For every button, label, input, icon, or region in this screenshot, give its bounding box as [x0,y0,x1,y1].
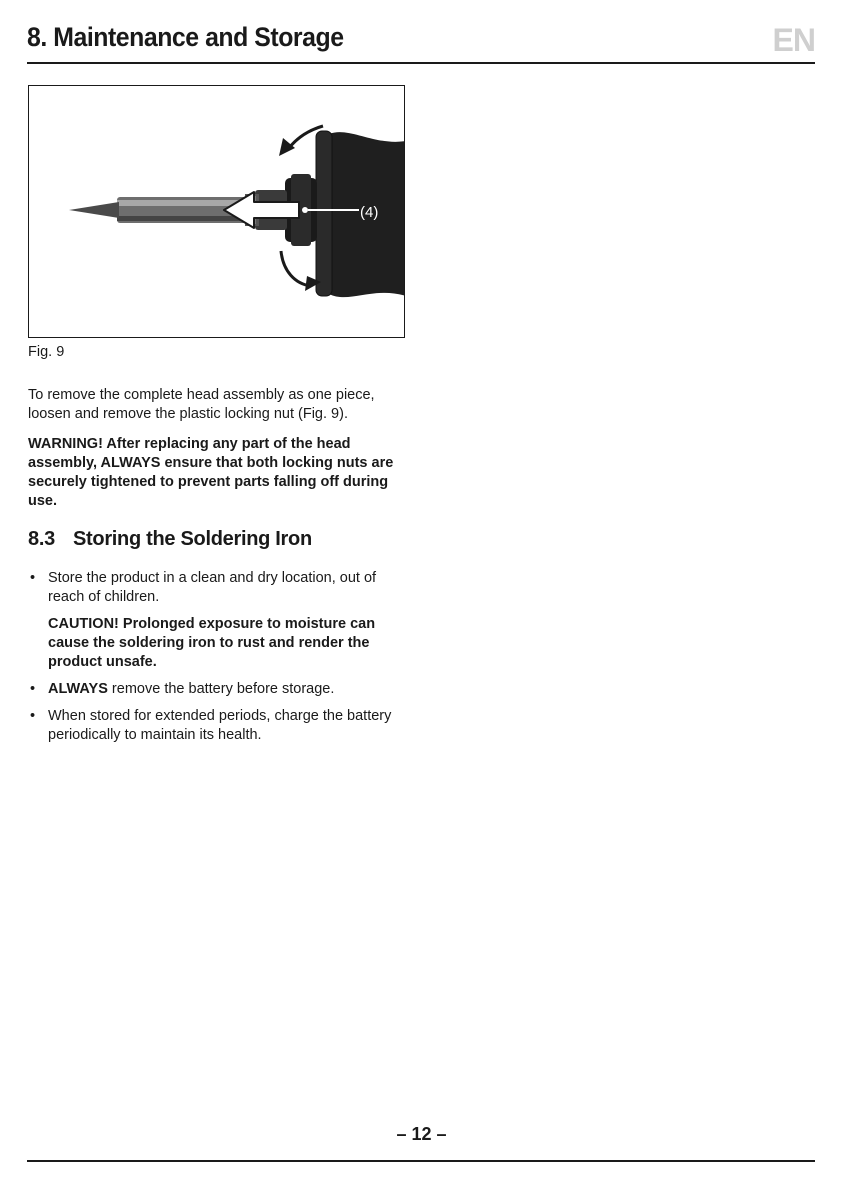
bullet-marker: • [30,708,36,724]
bullet-marker: • [30,681,36,697]
figure-caption: Fig. 9 [28,344,65,360]
caution-note: CAUTION! Prolonged exposure to moisture can cause the soldering iron to rust and render the product unsafe. [48,616,376,670]
section-heading [28,528,312,551]
page-title: 8. Maintenance and Storage [27,22,344,52]
language-badge: EN [772,22,815,58]
figure-9 [28,85,405,338]
bullet-text: When stored for extended periods, charge the battery periodically to maintain its health. [48,708,392,743]
storage-bullet-list [28,569,408,753]
bullet-text: Store the product in a clean and dry location, out of reach of children. [48,570,377,605]
remove-head-paragraph: To remove the complete head assembly as one piece, loosen and remove the plastic locking nut (Fig. 9). [28,387,375,422]
list-item [28,707,408,745]
list-item [28,569,408,672]
warning-paragraph: WARNING! After replacing any part of the head assembly, ALWAYS ensure that both locking nuts are securely tightened to prevent parts falling off during use. [28,436,394,509]
section-number: 8.3 [28,528,55,550]
callout-label: (4) [360,204,379,221]
footer-divider [27,1160,815,1162]
header-divider [27,62,815,64]
soldering-iron-illustration [29,86,405,338]
section-title: Storing the Soldering Iron [73,528,312,550]
bullet-text: remove the battery before storage. [107,681,335,697]
bullet-marker: • [30,570,36,586]
page-number: – 12 – [396,1124,447,1144]
bullet-emphasis: ALWAYS [48,681,108,697]
list-item [28,680,408,699]
